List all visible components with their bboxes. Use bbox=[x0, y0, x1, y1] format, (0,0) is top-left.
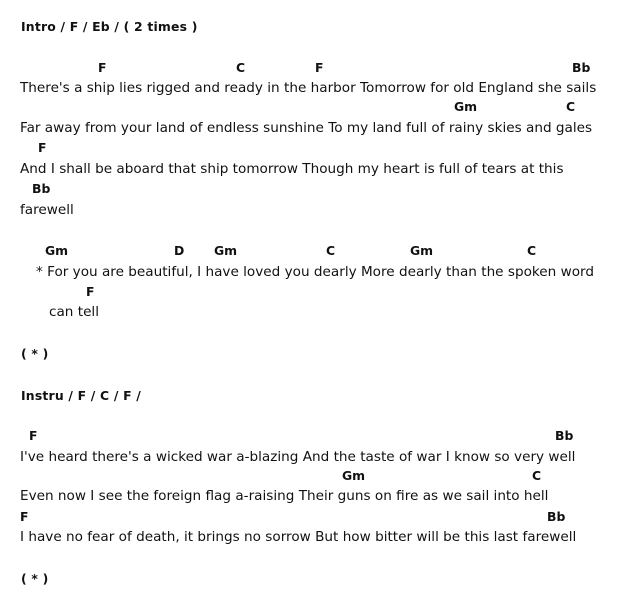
chord: Gm bbox=[342, 468, 366, 483]
chord: Gm bbox=[45, 243, 69, 258]
chord: Gm bbox=[214, 243, 238, 258]
chord: C bbox=[566, 99, 576, 114]
chord: C bbox=[527, 243, 537, 258]
chord: Bb bbox=[32, 181, 51, 196]
chord: F bbox=[29, 428, 38, 443]
chord: C bbox=[532, 468, 542, 483]
chord: C bbox=[236, 60, 246, 75]
chord: Bb bbox=[572, 60, 591, 75]
lyric-line: I have no fear of death, it brings no sorrow But how bitter will be this last farewell bbox=[20, 529, 577, 545]
lyric-line: And I shall be aboard that ship tomorrow Though my heart is full of tears at this bbox=[20, 161, 564, 177]
chord: D bbox=[174, 243, 185, 258]
chord: F bbox=[20, 509, 29, 524]
chord: C bbox=[326, 243, 336, 258]
chord: F bbox=[86, 284, 95, 299]
lyric-line: can tell bbox=[49, 304, 99, 320]
lyric-line: I've heard there's a wicked war a-blazing And the taste of war I know so very well bbox=[20, 449, 576, 465]
chord: F bbox=[38, 140, 47, 155]
lyric-line: There's a ship lies rigged and ready in the harbor Tomorrow for old England she sails bbox=[20, 80, 597, 96]
lyric-line: * For you are beautiful, I have loved you dearly More dearly than the spoken word bbox=[36, 264, 594, 280]
lyric-line: Far away from your land of endless sunshine To my land full of rainy skies and gales bbox=[20, 120, 593, 136]
repeat-marker: ( * ) bbox=[21, 346, 49, 361]
repeat-marker: ( * ) bbox=[21, 571, 49, 586]
lyric-line: farewell bbox=[20, 202, 74, 218]
lyric-line: Even now I see the foreign flag a-raising Their guns on fire as we sail into hell bbox=[20, 488, 549, 504]
chord: F bbox=[98, 60, 107, 75]
intro-line: Intro / F / Eb / ( 2 times ) bbox=[21, 19, 198, 34]
chord: F bbox=[315, 60, 324, 75]
chord: Bb bbox=[547, 509, 566, 524]
instru-line: Instru / F / C / F / bbox=[21, 388, 141, 403]
chord: Gm bbox=[410, 243, 434, 258]
chord: Gm bbox=[454, 99, 478, 114]
chord: Bb bbox=[555, 428, 574, 443]
